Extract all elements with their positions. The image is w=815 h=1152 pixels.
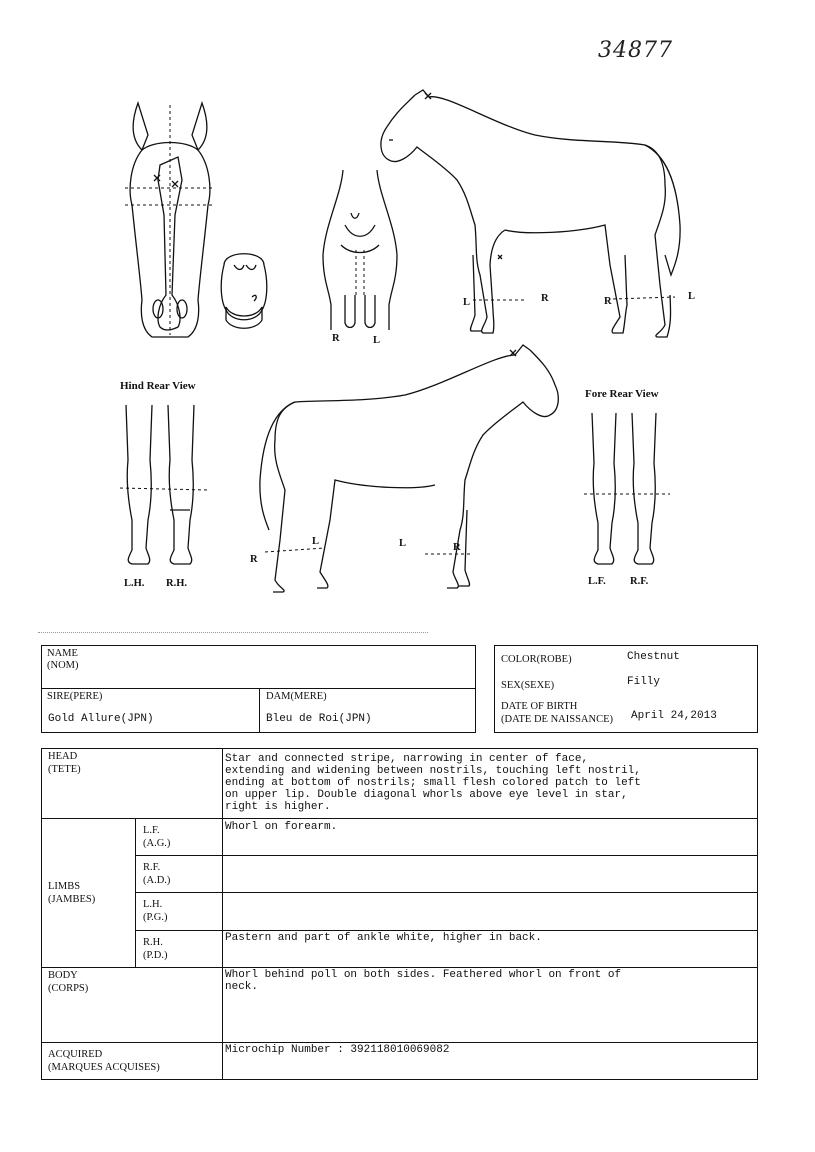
lf-label: L.F. [143,825,160,836]
hind-view-label-lh: L.H. [124,578,145,589]
row-divider-rf [135,892,758,893]
fore-rear-legs-diagram [582,408,672,570]
muzzle-diagram [212,245,277,335]
rh-label: R.H. [143,937,163,948]
fore-rear-view-title: Fore Rear View [585,388,659,400]
front-legs-label-left: R [332,333,340,344]
acquired-label: ACQUIRED [48,1049,103,1060]
row-divider-lh [135,930,758,931]
row-divider-body [41,1042,758,1043]
side-bottom-fore-label-r: R [453,542,461,553]
hind-view-label-rh: R.H. [166,578,187,589]
hind-rear-view-title: Hind Rear View [120,380,196,392]
side-top-hind-label-r: R [604,296,612,307]
dam-value: Bleu de Roi(JPN) [266,713,372,725]
color-value: Chestnut [627,651,680,663]
horse-side-view-top [375,85,705,345]
sire-dam-divider [259,688,260,733]
horse-side-view-bottom [245,340,575,600]
acquired-markings-value: Microchip Number : 392118010069082 [225,1044,450,1056]
row-divider-head [41,818,758,819]
rh-markings-value: Pastern and part of ankle white, higher in back. [225,932,542,944]
body-markings-value: Whorl behind poll on both sides. Feathered whorl on front of neck. [225,969,622,993]
acquired-label-fr: (MARQUES ACQUISES) [48,1062,160,1073]
lh-label-fr: (P.G.) [143,912,168,923]
rf-label-fr: (A.D.) [143,875,171,886]
lf-markings-value: Whorl on forearm. [225,821,338,833]
limbs-label-fr: (JAMBES) [48,894,96,905]
sire-label: SIRE(PERE) [47,691,103,702]
value-column-divider [222,748,223,1080]
name-label: NAME [47,648,78,659]
color-label: COLOR(ROBE) [501,654,572,665]
fore-view-label-rf: R.F. [630,576,649,587]
dob-label: DATE OF BIRTH [501,701,578,712]
row-divider-limbs [41,967,758,968]
dob-value: April 24,2013 [631,710,717,722]
separator-line [38,632,428,633]
side-bottom-hind-label-r: R [250,554,258,565]
side-top-fore-label-r: R [541,293,549,304]
document-number: 34877 [598,38,673,63]
lf-label-fr: (A.G.) [143,838,171,849]
head-label-fr: (TETE) [48,764,81,775]
name-label-fr: (NOM) [47,660,79,671]
rh-label-fr: (P.D.) [143,950,168,961]
side-bottom-fore-label-l: L [399,538,407,549]
sex-value: Filly [627,676,661,688]
body-label: BODY [48,970,78,981]
rf-label: R.F. [143,862,161,873]
side-bottom-hind-label-l: L [312,536,320,547]
sire-value: Gold Allure(JPN) [48,713,154,725]
lh-label: L.H. [143,899,163,910]
fore-view-label-lf: L.F. [588,576,606,587]
hind-rear-legs-diagram [118,400,213,570]
dob-label-fr: (DATE DE NAISSANCE) [501,714,613,725]
dam-label: DAM(MERE) [266,691,327,702]
row-divider-lf [135,855,758,856]
front-legs-label-right: L [373,335,381,346]
limbs-label: LIMBS [48,881,81,892]
head-front-diagram [120,95,220,345]
head-markings-value: Star and connected stripe, narrowing in center of face, extending and widening between nostrils, touching left nostril, ending at bottom of nostrils; small flesh colored patch to left on upper lip. Double diagonal whorls above eye level in star, right is higher. [225,753,641,813]
sex-label: SEX(SEXE) [501,680,555,691]
side-top-fore-label-l: L [463,297,471,308]
head-label: HEAD [48,751,78,762]
body-label-fr: (CORPS) [48,983,89,994]
limb-subcolumn-divider [135,818,136,968]
side-top-hind-label-l: L [688,291,696,302]
